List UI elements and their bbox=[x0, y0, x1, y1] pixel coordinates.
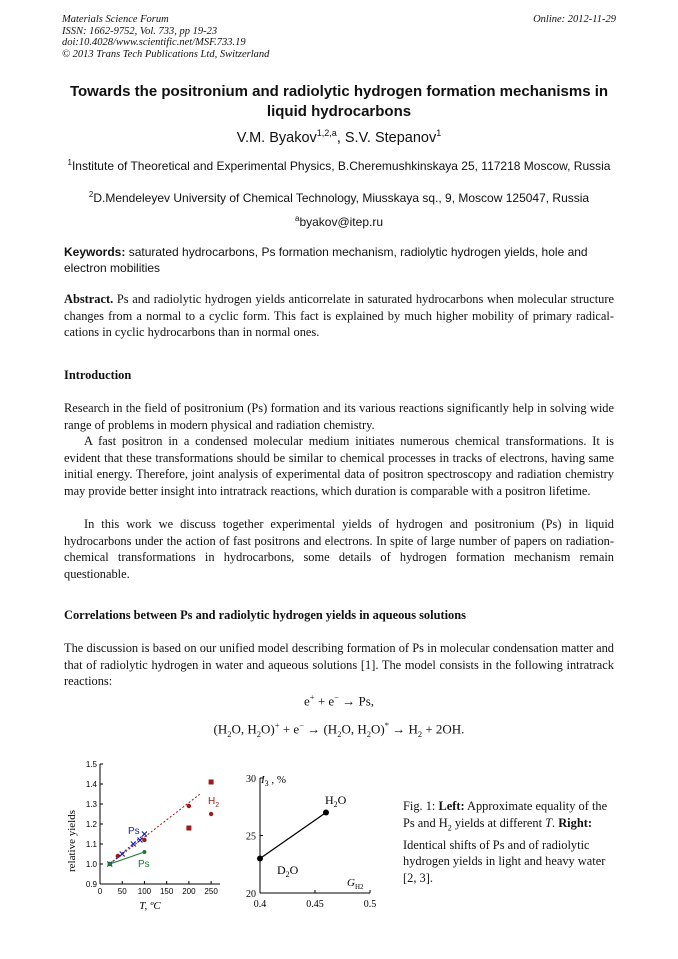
ps-green-point bbox=[108, 862, 112, 866]
affiliation-2 bbox=[64, 187, 614, 206]
keywords-label: Keywords: bbox=[64, 245, 126, 259]
left-x-tick-label: 50 bbox=[117, 887, 127, 896]
affiliation-1-text: Institute of Theoretical and Experimental Physics, B.Cheremushkinskaya 25, 117218 Moscow, Russia bbox=[71, 159, 611, 173]
left-y-tick-label: 1.3 bbox=[85, 800, 97, 809]
ps-data-point bbox=[142, 832, 147, 837]
online-date: Online: 2012-11-29 bbox=[533, 14, 616, 25]
right-data-point bbox=[257, 856, 263, 862]
left-y-tick-label: 1.0 bbox=[85, 860, 97, 869]
keywords bbox=[64, 245, 614, 276]
left-y-tick-label: 1.4 bbox=[85, 780, 97, 789]
intro-heading: Introduction bbox=[64, 368, 132, 382]
right-chart bbox=[235, 768, 385, 913]
author-email bbox=[64, 211, 614, 230]
left-x-tick-label: 250 bbox=[204, 887, 218, 896]
ps-series-label-blue: Ps bbox=[128, 826, 140, 837]
right-x-tick-label: 0.45 bbox=[306, 899, 324, 910]
doi-line: doi:10.4028/www.scientific.net/MSF.733.19 bbox=[62, 37, 246, 48]
intro-paragraph-1: Research in the field of positronium (Ps) formation and its various reactions significantly help in solving wide range of problems in modern physical and radiation chemistry. bbox=[64, 401, 614, 432]
copyright-line: © 2013 Trans Tech Publications Ltd, Switzerland bbox=[62, 48, 270, 60]
left-y-tick-label: 1.2 bbox=[85, 820, 97, 829]
keywords-text: saturated hydrocarbons, Ps formation mechanism, radiolytic hydrogen yields, hole and electron mobilities bbox=[64, 245, 588, 275]
left-y-tick-label: 1.5 bbox=[85, 760, 97, 769]
ps-green-point bbox=[142, 850, 146, 854]
affiliation-2-mark: 2 bbox=[88, 190, 94, 199]
affiliation-1-mark: 1 bbox=[67, 158, 72, 167]
affiliation-1 bbox=[64, 155, 614, 174]
left-y-tick-label: 1.1 bbox=[85, 840, 97, 849]
h2o-point-label: $H_2O$ bbox=[325, 793, 347, 809]
equation-2: ($H_2O$, $H_2O)^+ + e^- \to (H_2O$, $H_2O)^* \to H_2 + 2OH$. bbox=[213, 720, 465, 739]
h2-data-point bbox=[142, 838, 146, 842]
h2-series-label: $H_2$ bbox=[208, 796, 220, 809]
abstract-label: Abstract. bbox=[64, 292, 114, 306]
right-x-tick-label: 0.5 bbox=[363, 899, 377, 910]
author-2: S.V. Stepanov bbox=[344, 129, 437, 146]
author-1: V.M. Byakov bbox=[236, 129, 317, 146]
right-chart-ylabel: $I_3$ , % bbox=[261, 774, 287, 788]
section-2-heading: Correlations between Ps and radiolytic hydrogen yields in aqueous solutions bbox=[64, 608, 466, 622]
intro-paragraph-3: In this work we discuss together experimental yields of hydrogen and positronium (Ps) in liquid hydrocarbons under the action of fast positrons and electrons. In spite of large number of papers on radiation-chemical transformations in hydrocarbons, some details of hydrogen formation mechanism remain questionable. bbox=[64, 517, 614, 581]
right-y-tick-label: 25 bbox=[246, 831, 256, 843]
affiliation-2-text: D.Mendeleyev University of Chemical Technology, Miusskaya sq., 9, Moscow 125047, Russia bbox=[93, 191, 590, 205]
left-chart-xlabel: T, ºC bbox=[139, 900, 161, 912]
right-y-tick-label: 30 bbox=[246, 774, 256, 785]
ps-data-point bbox=[120, 852, 125, 857]
left-x-tick-label: 200 bbox=[182, 887, 196, 896]
abstract-text: Ps and radiolytic hydrogen yields anticorrelate in saturated hydrocarbons when molecular structure changes from a normal to a cyclic form. This fact is explained by much higher mobility of primary radical-cations in cyclic hydrocarbons than in normal ones. bbox=[64, 292, 614, 340]
author-list bbox=[0, 128, 678, 146]
email-mark: a bbox=[294, 214, 300, 223]
section-2-paragraph-1: The discussion is based on our unified model describing formation of Ps in molecular condensation matter and that of radiolytic hydrogen in water and aqueous solutions [1]. The model consists in the following intratrack reactions: bbox=[64, 641, 614, 689]
h2-data-point bbox=[209, 780, 214, 785]
h2-data-point bbox=[187, 804, 191, 808]
email-text: byakov@itep.ru bbox=[299, 215, 383, 229]
author-separator: , bbox=[336, 129, 345, 146]
left-chart-ylabel: relative yields bbox=[66, 809, 78, 873]
right-data-point bbox=[323, 810, 329, 816]
ps-data-point bbox=[138, 838, 143, 843]
author-1-affil: 1,2,a bbox=[316, 128, 337, 138]
equation-1: e+ + e− → Ps, bbox=[303, 692, 375, 709]
left-chart bbox=[60, 755, 235, 915]
right-x-tick-label: 0.4 bbox=[253, 899, 267, 910]
left-x-tick-label: 150 bbox=[159, 887, 174, 896]
abstract bbox=[64, 291, 614, 341]
d2o-point-label: $D_2O$ bbox=[277, 863, 299, 879]
right-data-line bbox=[260, 813, 326, 859]
right-y-tick-label: 20 bbox=[246, 889, 256, 900]
intro-paragraph-2: A fast positron in a condensed molecular medium initiates numerous chemical transformations. It is evident that these transformations should be similar to chemical processes in tracks of electrons, having same initial energy. Therefore, joint analysis of experimental data of positron spectroscopy and radiation chemistry may provide better insight into intratrack reactions, which duration is comparable with a positron lifetime. bbox=[64, 434, 614, 498]
author-2-affil: 1 bbox=[436, 128, 442, 138]
right-chart-xlabel: $G_{H2}$ bbox=[347, 877, 364, 891]
left-y-tick-label: 0.9 bbox=[85, 880, 97, 889]
left-x-tick-label: 100 bbox=[137, 887, 152, 896]
figure-caption: Fig. 1: Left: Approximate equality of the Ps and $H_2$ yields at different T. Right: Identical shifts of Ps and of radiolytic hydrogen yields in light and heavy water [2, 3]. bbox=[403, 799, 608, 885]
left-x-tick-label: 0 bbox=[97, 887, 103, 896]
paper-title: Towards the positronium and radiolytic hydrogen formation mechanisms in liquid hydrocarbons bbox=[69, 83, 609, 120]
journal-name: Materials Science Forum bbox=[62, 14, 169, 25]
issn-line: ISSN: 1662-9752, Vol. 733, pp 19-23 bbox=[62, 25, 218, 37]
h2-data-point bbox=[186, 826, 191, 831]
journal-header bbox=[62, 14, 616, 60]
ps-series-label-green: Ps bbox=[138, 859, 150, 870]
h2-data-point bbox=[209, 812, 213, 816]
